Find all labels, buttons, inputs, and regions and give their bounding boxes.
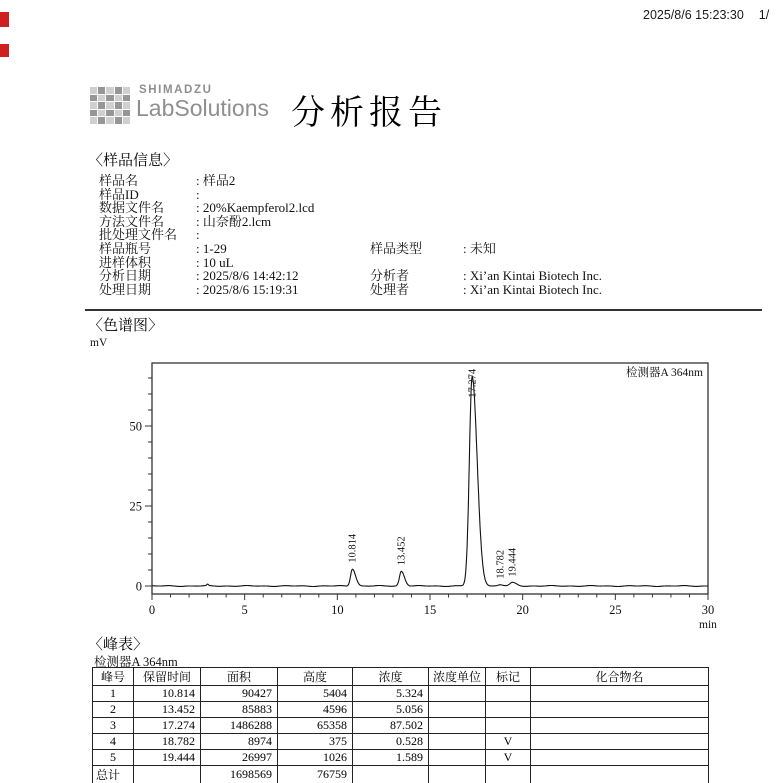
peak-table-cell: V	[486, 734, 531, 750]
report-title: 分析报告	[291, 95, 447, 132]
peak-table-header-cell: 面积	[201, 668, 278, 686]
field-label: 处理日期	[99, 281, 152, 297]
peak-table-cell	[429, 750, 486, 766]
brand-product-name: LabSolutions	[136, 95, 269, 121]
x-axis-label: 5	[241, 603, 248, 617]
peak-table-grid	[92, 667, 709, 783]
peak-label: 13.452	[396, 536, 408, 566]
peak-table-cell: 5.056	[353, 702, 429, 718]
peak-table-cell: 8974	[201, 734, 278, 750]
sample-info-row	[85, 188, 777, 202]
logo-mosaic-cell	[106, 95, 113, 102]
peak-table-cell: 90427	[201, 686, 278, 702]
sample-info-section-title: 〈样品信息〉	[88, 153, 179, 169]
peak-label: 17.274	[467, 368, 479, 398]
chart-detector-label: 检测器A 364nm	[626, 367, 703, 379]
logo-mosaic-cell	[98, 102, 105, 109]
peak-table-detector-label: 检测器A 364nm	[94, 655, 178, 669]
chart-frame	[152, 363, 708, 594]
field-label: 分析者	[370, 268, 410, 284]
peak-table-cell: 5404	[278, 686, 353, 702]
peak-table-cell: 87.502	[353, 718, 429, 734]
sample-info-row	[85, 256, 777, 270]
field-label: 处理者	[370, 281, 410, 297]
peak-table-cell: 5	[93, 750, 134, 766]
field-value: :	[196, 227, 203, 243]
x-axis-label: 15	[423, 603, 437, 617]
field-label: 批处理文件名	[99, 227, 178, 243]
peak-table-cell	[531, 766, 709, 783]
sample-info-row	[85, 283, 777, 297]
peak-table-row	[93, 686, 709, 702]
peak-table-row	[93, 702, 709, 718]
peak-table-cell	[353, 766, 429, 783]
peak-table-cell: 65358	[278, 718, 353, 734]
peak-table-cell: 总计	[93, 766, 134, 783]
peak-table-row	[93, 718, 709, 734]
logo-mosaic-cell	[123, 95, 130, 102]
peak-table-cell	[531, 750, 709, 766]
peak-table-cell: 1486288	[201, 718, 278, 734]
peak-table-cell	[531, 718, 709, 734]
peak-table-cell: V	[486, 750, 531, 766]
field-value: : 山奈酚2.lcm	[196, 213, 272, 229]
shimadzu-logo-icon	[90, 87, 130, 124]
logo-mosaic-cell	[123, 110, 130, 117]
y-axis-unit-label: mV	[90, 337, 108, 349]
logo-mosaic-cell	[90, 102, 97, 109]
peak-table-row	[93, 734, 709, 750]
peak-table-cell: 1698569	[201, 766, 278, 783]
peak-table-header-cell: 浓度单位	[429, 668, 486, 686]
section-divider	[85, 309, 762, 311]
logo-mosaic-cell	[115, 102, 122, 109]
peak-table-cell: 1	[93, 686, 134, 702]
y-axis-label: 25	[129, 499, 142, 514]
peak-table-cell	[486, 718, 531, 734]
logo-mosaic-cell	[115, 110, 122, 117]
peak-table-header-cell: 标记	[486, 668, 531, 686]
scan-artifact-mark	[0, 44, 9, 57]
field-value: :	[196, 186, 203, 202]
field-label: 分析日期	[99, 268, 152, 284]
logo-mosaic-cell	[90, 117, 97, 124]
x-axis-label: 10	[331, 603, 344, 617]
peak-table-cell: 2	[93, 702, 134, 718]
logo-mosaic-cell	[106, 117, 113, 124]
field-value: : Xi’an Kintai Biotech Inc.	[463, 268, 602, 284]
peak-table-header-cell: 保留时间	[134, 668, 201, 686]
field-value: : 样品2	[196, 173, 236, 188]
field-value: : 10 uL	[196, 254, 234, 270]
logo-mosaic-cell	[123, 117, 130, 124]
peak-table-cell	[429, 686, 486, 702]
peak-table-header-row	[93, 668, 709, 686]
sample-info-row	[85, 242, 777, 256]
field-label: 方法文件名	[99, 213, 165, 229]
print-timestamp	[643, 8, 769, 22]
peak-table-cell: 19.444	[134, 750, 201, 766]
peak-table-cell: 10.814	[134, 686, 201, 702]
scan-artifact-mark	[0, 12, 9, 27]
peak-table-cell	[429, 766, 486, 783]
peak-table-header-cell: 化合物名	[531, 668, 709, 686]
field-label: 样品名	[99, 173, 139, 188]
peak-table-cell: 3	[93, 718, 134, 734]
logo-mosaic-cell	[115, 87, 122, 94]
peak-table-cell: 4596	[278, 702, 353, 718]
x-axis-label: 30	[701, 603, 715, 617]
chromatogram-section-title: 〈色谱图〉	[88, 318, 164, 334]
field-label: 样品瓶号	[99, 240, 152, 256]
sample-info-row	[85, 201, 777, 215]
sample-info-row	[85, 174, 777, 188]
logo-mosaic-cell	[98, 95, 105, 102]
field-label: 进样体积	[99, 254, 152, 270]
logo-mosaic-cell	[98, 110, 105, 117]
peak-table-row	[93, 750, 709, 766]
field-value: : 未知	[463, 240, 496, 256]
x-axis-label: 20	[516, 603, 529, 617]
peak-table-cell: 5.324	[353, 686, 429, 702]
x-axis-label: 25	[609, 603, 622, 617]
peak-table-cell	[531, 734, 709, 750]
peak-table-cell	[486, 702, 531, 718]
field-label: 样品ID	[99, 186, 139, 202]
sample-info-row	[85, 215, 777, 229]
peak-table-cell	[531, 702, 709, 718]
logo-mosaic-cell	[90, 110, 97, 117]
logo-mosaic-cell	[90, 87, 97, 94]
peak-table-cell: 76759	[278, 766, 353, 783]
field-label: 样品类型	[370, 240, 423, 256]
peak-table	[92, 667, 709, 783]
timestamp-text: 2025/8/6 15:23:30	[643, 8, 744, 22]
sample-info-row	[85, 228, 777, 242]
logo-mosaic-cell	[106, 110, 113, 117]
peak-table-cell	[134, 766, 201, 783]
peak-table-cell: 375	[278, 734, 353, 750]
x-axis-label: 0	[148, 603, 156, 617]
peak-table-cell	[429, 734, 486, 750]
peak-table-cell: 1.589	[353, 750, 429, 766]
peak-table-cell	[429, 718, 486, 734]
peak-table-cell: 26997	[201, 750, 278, 766]
peak-table-cell: 1026	[278, 750, 353, 766]
logo-mosaic-cell	[123, 102, 130, 109]
sample-info-row	[85, 269, 777, 283]
chromatogram-curve	[152, 377, 708, 587]
brand-name: SHIMADZU	[139, 84, 213, 96]
field-value: : 2025/8/6 15:19:31	[196, 281, 299, 297]
logo-mosaic-cell	[123, 87, 130, 94]
peak-label: 18.782	[495, 549, 507, 579]
peak-table-header-cell: 浓度	[353, 668, 429, 686]
y-axis-label: 50	[129, 419, 142, 434]
field-label: 数据文件名	[99, 200, 165, 216]
peak-table-cell: 85883	[201, 702, 278, 718]
field-value: : 1-29	[196, 240, 227, 256]
y-axis-label: 0	[135, 579, 142, 594]
peak-table-section-title: 〈峰表〉	[88, 637, 149, 653]
peak-label: 19.444	[507, 547, 519, 577]
sample-info-rows	[85, 174, 777, 296]
peak-table-cell: 13.452	[134, 702, 201, 718]
peak-table-total-row	[93, 766, 709, 783]
peak-table-cell: 4	[93, 734, 134, 750]
logo-mosaic-cell	[115, 117, 122, 124]
page-number: 1/	[758, 8, 770, 22]
peak-label: 10.814	[347, 533, 359, 563]
peak-table-header-cell: 高度	[278, 668, 353, 686]
field-value: : Xi’an Kintai Biotech Inc.	[463, 281, 602, 297]
peak-table-cell	[486, 686, 531, 702]
field-value: : 20%Kaempferol2.lcd	[196, 200, 315, 216]
peak-table-cell	[531, 686, 709, 702]
peak-table-cell: 17.274	[134, 718, 201, 734]
logo-mosaic-cell	[115, 95, 122, 102]
logo-mosaic-cell	[106, 87, 113, 94]
logo-mosaic-cell	[106, 102, 113, 109]
peak-table-cell	[486, 766, 531, 783]
peak-table-cell	[429, 702, 486, 718]
peak-table-cell: 0.528	[353, 734, 429, 750]
peak-table-cell: 18.782	[134, 734, 201, 750]
logo-mosaic-cell	[90, 95, 97, 102]
chromatogram-chart	[85, 330, 765, 630]
logo-mosaic-cell	[98, 87, 105, 94]
x-axis-unit-label: min	[699, 619, 717, 630]
field-value: : 2025/8/6 14:42:12	[196, 268, 299, 284]
peak-table-header-cell: 峰号	[93, 668, 134, 686]
logo-mosaic-cell	[98, 117, 105, 124]
